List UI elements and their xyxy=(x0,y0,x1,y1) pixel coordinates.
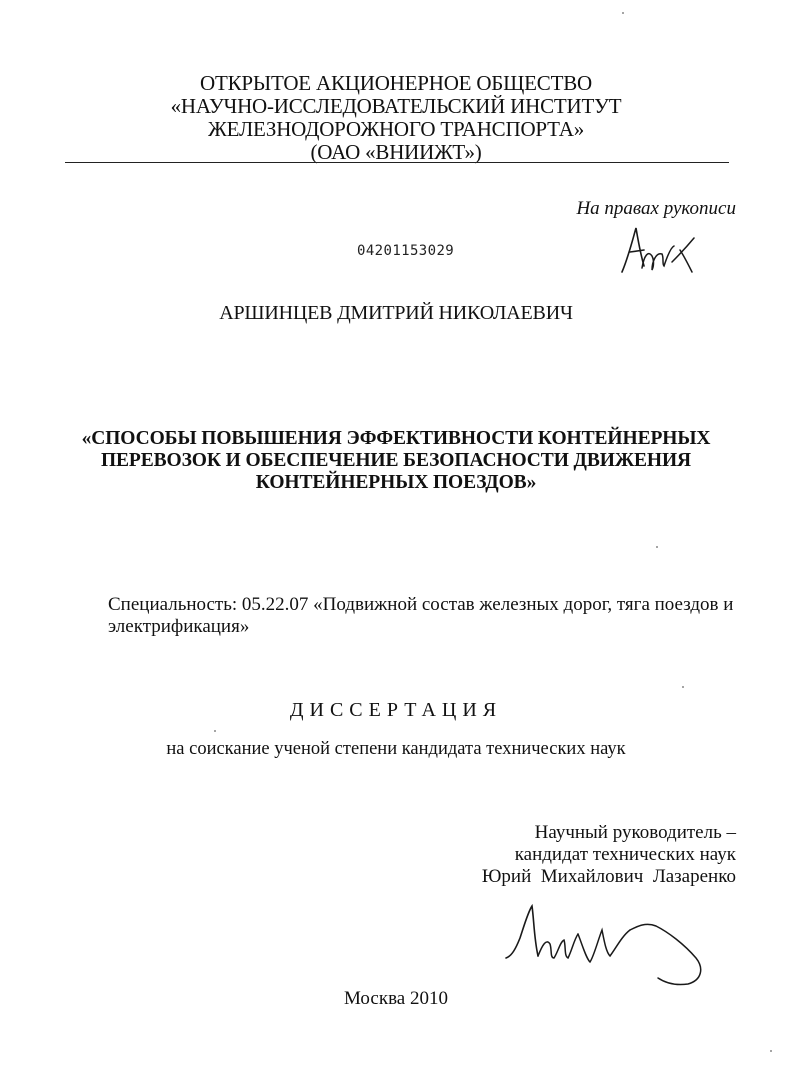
author-signature xyxy=(618,222,698,278)
supervisor-role: Научный руководитель – xyxy=(534,822,736,843)
specialty xyxy=(108,594,748,638)
scan-speck xyxy=(214,730,216,732)
scan-speck xyxy=(682,686,684,688)
rights-note: На правах рукописи xyxy=(576,198,736,219)
supervisor-name: Юрий Михайлович Лазаренко xyxy=(481,866,736,887)
organization-line: «НАУЧНО-ИССЛЕДОВАТЕЛЬСКИЙ ИНСТИТУТ xyxy=(170,94,622,118)
dissertation-title xyxy=(0,428,792,494)
title-line: «СПОСОБЫ ПОВЫШЕНИЯ ЭФФЕКТИВНОСТИ КОНТЕЙНЕРНЫХ xyxy=(81,428,711,449)
title-line: ПЕРЕВОЗОК И ОБЕСПЕЧЕНИЕ БЕЗОПАСНОСТИ ДВИЖЕНИЯ xyxy=(100,450,692,471)
supervisor-block xyxy=(482,822,736,888)
organization-line: ЖЕЛЕЗНОДОРОЖНОГО ТРАНСПОРТА» xyxy=(207,117,585,141)
author-name: АРШИНЦЕВ ДМИТРИЙ НИКОЛАЕВИЧ xyxy=(219,302,573,324)
specialty-line: электрификация» xyxy=(108,616,250,637)
organization-line: ОТКРЫТОЕ АКЦИОНЕРНОЕ ОБЩЕСТВО xyxy=(200,71,592,95)
document-number: 04201153029 xyxy=(357,243,455,259)
organization-header xyxy=(0,72,792,164)
city-year: Москва 2010 xyxy=(344,988,448,1009)
scan-speck xyxy=(770,1050,772,1052)
supervisor-degree: кандидат технических наук xyxy=(514,844,736,865)
scan-speck xyxy=(622,12,624,14)
header-divider xyxy=(65,162,729,163)
scan-speck xyxy=(656,546,658,548)
degree-line: на соискание ученой степени кандидата технических наук xyxy=(166,739,626,759)
specialty-line: Специальность: 05.22.07 «Подвижной состав железных дорог, тяга поездов и xyxy=(108,594,734,615)
organization-line: (ОАО «ВНИИЖТ») xyxy=(310,140,482,164)
title-line: КОНТЕЙНЕРНЫХ ПОЕЗДОВ» xyxy=(255,472,537,493)
document-type: ДИССЕРТАЦИЯ xyxy=(289,699,503,721)
supervisor-signature xyxy=(498,900,713,990)
